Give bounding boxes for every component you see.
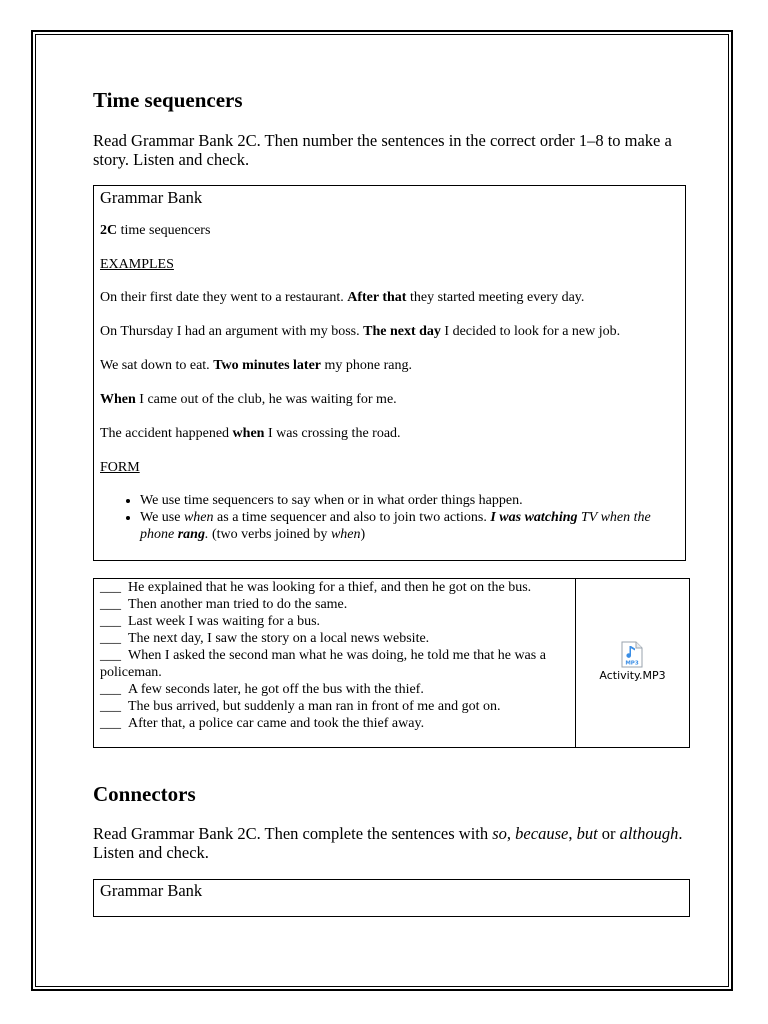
example-5-text-end: I was crossing the road.	[264, 426, 401, 441]
answer-blank[interactable]: ___	[100, 699, 121, 714]
attachment-filename[interactable]: Activity.MP3	[599, 669, 666, 682]
form-bullet-2-when-2: when	[330, 527, 361, 542]
answer-blank[interactable]: ___	[100, 631, 121, 646]
separator: or	[597, 824, 620, 843]
form-bullet-2-close: )	[360, 527, 366, 542]
answer-blank[interactable]: ___	[100, 597, 121, 612]
sentence-text: Last week I was waiting for a bus.	[128, 614, 321, 629]
example-1-text-end: they started meeting every day.	[406, 290, 585, 305]
form-bullet-2	[140, 509, 670, 543]
list-item	[100, 698, 570, 715]
grammar-bank-title: Grammar Bank	[100, 188, 203, 207]
ordering-exercise-list	[100, 579, 570, 732]
example-2-sequencer: The next day	[363, 324, 441, 339]
list-item	[100, 579, 570, 596]
example-2	[100, 324, 620, 340]
grammar-bank-topic	[100, 223, 210, 239]
form-heading: FORM	[100, 460, 140, 475]
sentence-text: Then another man tried to do the same.	[128, 597, 348, 612]
sentence-text: The bus arrived, but suddenly a man ran in front of me and got on.	[128, 699, 501, 714]
example-2-text: On Thursday I had an argument with my boss.	[100, 324, 364, 339]
example-4-sequencer: When	[100, 392, 136, 407]
audio-file-icon[interactable]	[621, 641, 643, 668]
form-bullet-2-verb-1: I was watching	[490, 510, 578, 525]
form-bullet-2-text-b: as a time sequencer and also to join two actions.	[213, 510, 491, 525]
sentence-text: After that, a police car came and took the thief away.	[128, 716, 425, 731]
answer-blank[interactable]: ___	[100, 682, 121, 697]
grammar-bank-box-2	[93, 879, 690, 917]
instruction-connectors	[93, 824, 693, 862]
grammar-bank-title-2: Grammar Bank	[100, 881, 203, 900]
example-1-text: On their first date they went to a restaurant.	[100, 290, 348, 305]
example-5-text: The accident happened	[100, 426, 233, 441]
list-item	[100, 613, 570, 630]
list-item	[100, 715, 570, 732]
answer-blank[interactable]: ___	[100, 648, 121, 663]
form-bullet-2-example: TV when the phone	[140, 510, 651, 542]
answer-blank[interactable]: ___	[100, 580, 121, 595]
example-3-text: We sat down to eat.	[100, 358, 214, 373]
form-bullet-2-text: We use	[140, 510, 184, 525]
connector-because: because	[515, 824, 569, 843]
example-4	[100, 392, 397, 408]
list-item	[100, 596, 570, 613]
sentence-text: He explained that he was looking for a thief, and then he got on the bus.	[128, 580, 532, 595]
sentence-text: When I asked the second man what he was doing, he told me that he was a policeman.	[100, 648, 546, 680]
sentence-text: The next day, I saw the story on a local news website.	[128, 631, 430, 646]
answer-blank[interactable]: ___	[100, 614, 121, 629]
form-list	[100, 492, 670, 543]
section-heading-connectors: Connectors	[93, 782, 196, 806]
list-item	[100, 647, 570, 681]
example-3-text-end: my phone rang.	[321, 358, 413, 373]
example-3-sequencer: Two minutes later	[213, 358, 322, 373]
example-1-sequencer: After that	[347, 290, 407, 305]
example-4-text-end: I came out of the club, he was waiting for me.	[135, 392, 397, 407]
connector-although: although	[619, 824, 679, 843]
form-bullet-2-note: (two verbs joined by	[208, 527, 331, 542]
form-bullet-2-when: when	[183, 510, 214, 525]
example-2-text-end: I decided to look for a new job.	[440, 324, 621, 339]
connector-but: but	[576, 824, 598, 843]
answer-blank[interactable]: ___	[100, 716, 121, 731]
sentence-text: A few seconds later, he got off the bus with the thief.	[128, 682, 424, 697]
form-bullet-1: • We use time sequencers to say when or in what order things happen.	[140, 492, 670, 509]
separator: ,	[506, 824, 516, 843]
audio-attachment[interactable]	[576, 579, 689, 747]
section-heading-time-sequencers: Time sequencers	[93, 88, 243, 112]
grammar-bank-code: 2C	[100, 223, 118, 238]
ordering-exercise-table	[93, 578, 690, 748]
example-1	[100, 290, 584, 306]
form-bullet-2-verb-2: rang	[177, 527, 205, 542]
connector-so: so	[492, 824, 507, 843]
example-5	[100, 426, 401, 442]
grammar-bank-box	[93, 185, 686, 561]
examples-heading: EXAMPLES	[100, 257, 174, 272]
instruction-text-end: . Listen and check.	[93, 824, 683, 862]
separator: ,	[568, 824, 577, 843]
instruction-time-sequencers: Read Grammar Bank 2C. Then number the sentences in the correct order 1–8 to make a story. Listen and check.	[93, 131, 672, 169]
list-item	[100, 630, 570, 647]
example-3	[100, 358, 412, 374]
instruction-text: Read Grammar Bank 2C. Then complete the sentences with	[93, 824, 493, 843]
mp3-badge: MP3	[625, 660, 639, 667]
example-5-sequencer: when	[232, 426, 265, 441]
list-item	[100, 681, 570, 698]
grammar-bank-topic-text: time sequencers	[117, 223, 211, 238]
form-bullet-2-period: .	[204, 527, 209, 542]
